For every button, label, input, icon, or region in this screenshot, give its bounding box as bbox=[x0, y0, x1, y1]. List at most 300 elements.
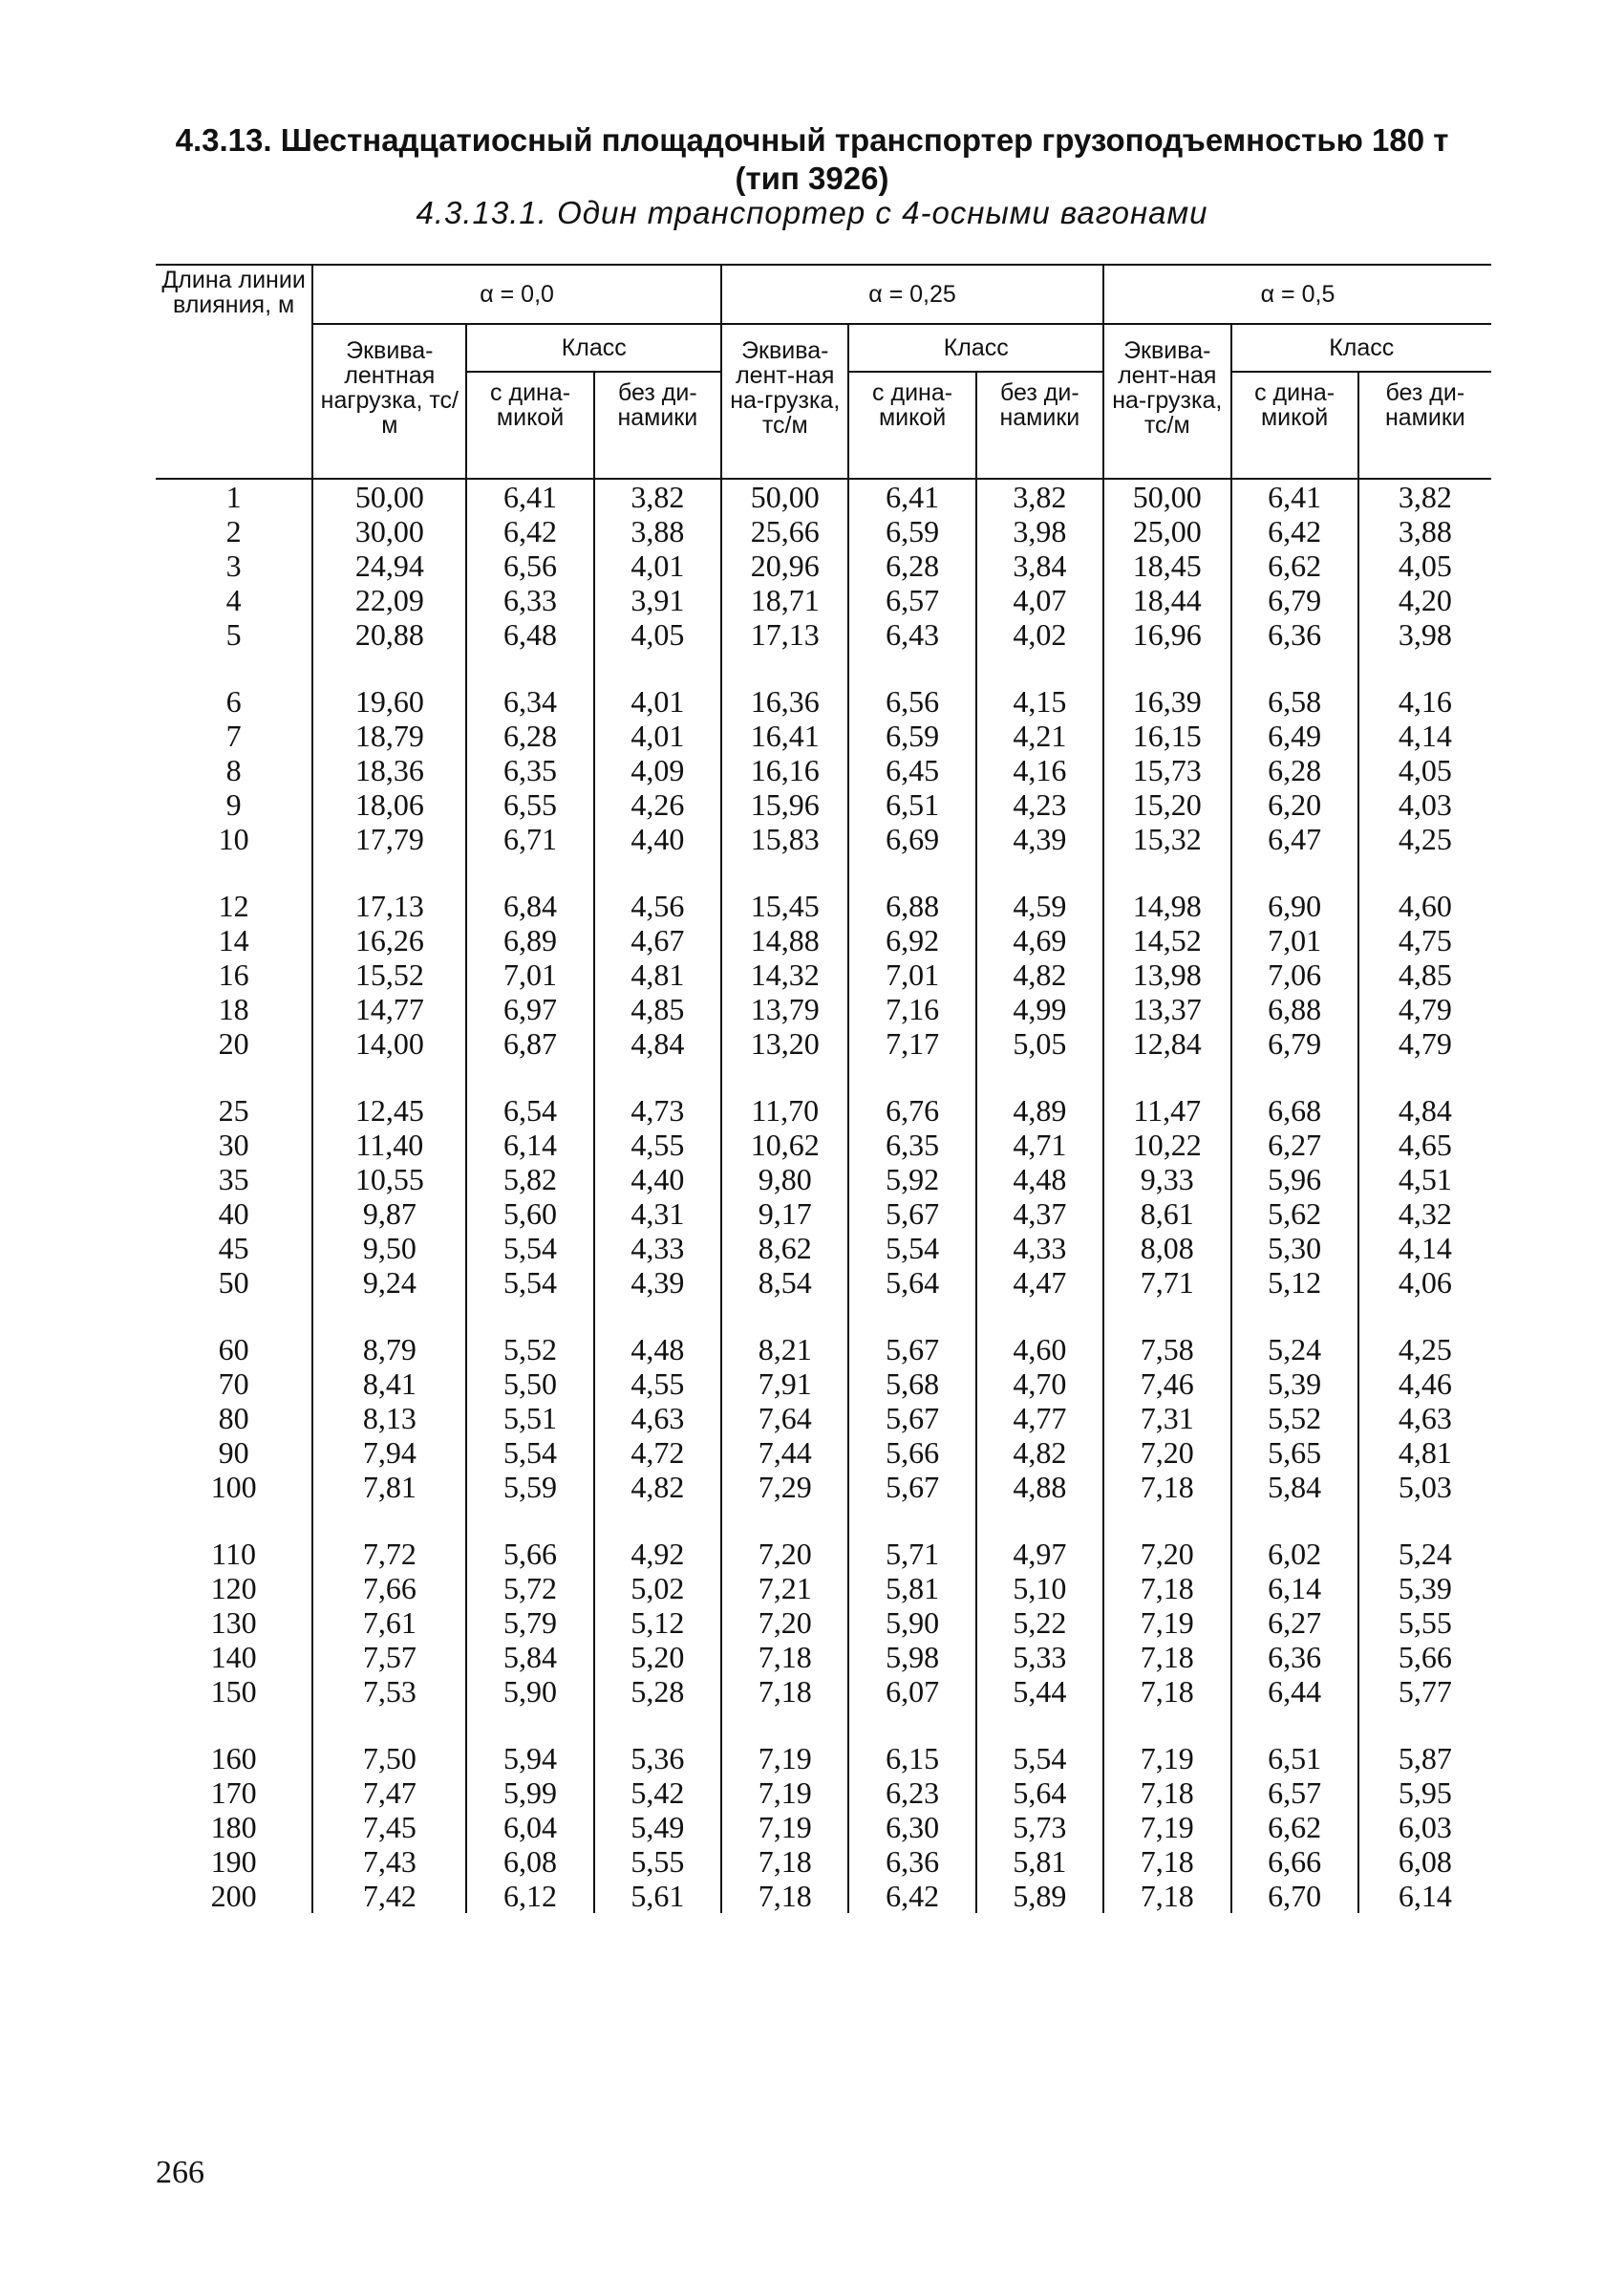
value-cell: 9,17 bbox=[721, 1196, 848, 1231]
value-cell: 4,89 bbox=[976, 1061, 1103, 1128]
value-cell: 4,33 bbox=[594, 1231, 721, 1265]
length-cell: 4 bbox=[225, 583, 242, 617]
value-cell: 6,27 bbox=[1231, 1128, 1358, 1162]
value-cell: 25,00 bbox=[1103, 514, 1230, 548]
value-cell: 5,98 bbox=[848, 1640, 975, 1674]
table-row bbox=[156, 583, 1491, 617]
value-cell: 6,42 bbox=[466, 514, 593, 548]
value-cell: 7,19 bbox=[1103, 1810, 1230, 1844]
value-cell: 15,96 bbox=[721, 787, 848, 822]
header-with-dyn-a025: с дина-микой bbox=[848, 372, 975, 479]
value-cell: 6,54 bbox=[466, 1061, 593, 1128]
value-cell: 5,73 bbox=[976, 1810, 1103, 1844]
value-cell: 15,32 bbox=[1103, 822, 1230, 856]
value-cell: 5,67 bbox=[848, 1196, 975, 1231]
value-cell: 4,69 bbox=[976, 923, 1103, 957]
value-cell: 8,54 bbox=[721, 1265, 848, 1300]
header-equiv-load-a025: Эквива-лент-ная на-грузка, тс/м bbox=[721, 324, 848, 479]
value-cell: 3,84 bbox=[976, 548, 1103, 583]
value-cell: 5,89 bbox=[976, 1879, 1103, 1913]
table-row bbox=[156, 1775, 1491, 1810]
value-cell: 5,72 bbox=[466, 1571, 593, 1605]
value-cell: 4,02 bbox=[976, 617, 1103, 652]
value-cell: 30,00 bbox=[312, 514, 466, 548]
value-cell: 4,14 bbox=[1358, 1231, 1491, 1265]
value-cell: 4,46 bbox=[1358, 1366, 1491, 1401]
value-cell: 5,99 bbox=[466, 1775, 593, 1810]
value-cell: 5,64 bbox=[976, 1775, 1103, 1810]
value-cell: 4,05 bbox=[1358, 753, 1491, 787]
value-cell: 4,48 bbox=[594, 1300, 721, 1366]
value-cell: 7,31 bbox=[1103, 1401, 1230, 1435]
table-row bbox=[156, 1196, 1491, 1231]
value-cell: 4,79 bbox=[1358, 992, 1491, 1026]
header-with-dyn-a05: с дина-микой bbox=[1231, 372, 1358, 479]
table-row bbox=[156, 617, 1491, 652]
value-cell: 5,81 bbox=[976, 1844, 1103, 1879]
value-cell: 6,97 bbox=[466, 992, 593, 1026]
value-cell: 7,18 bbox=[1103, 1844, 1230, 1879]
value-cell: 50,00 bbox=[721, 479, 848, 514]
value-cell: 7,43 bbox=[312, 1844, 466, 1879]
value-cell: 6,35 bbox=[848, 1128, 975, 1162]
value-cell: 7,46 bbox=[1103, 1366, 1230, 1401]
value-cell: 6,79 bbox=[1231, 1026, 1358, 1061]
value-cell: 5,03 bbox=[1358, 1470, 1491, 1504]
value-cell: 7,58 bbox=[1103, 1300, 1230, 1366]
value-cell: 25,66 bbox=[721, 514, 848, 548]
value-cell: 4,85 bbox=[1358, 957, 1491, 992]
value-cell: 4,39 bbox=[594, 1265, 721, 1300]
value-cell: 7,42 bbox=[312, 1879, 466, 1913]
value-cell: 5,67 bbox=[848, 1300, 975, 1366]
value-cell: 8,41 bbox=[312, 1366, 466, 1401]
value-cell: 5,66 bbox=[848, 1435, 975, 1470]
length-cell: 25 bbox=[218, 1093, 249, 1128]
value-cell: 5,81 bbox=[848, 1571, 975, 1605]
value-cell: 6,28 bbox=[848, 548, 975, 583]
value-cell: 6,87 bbox=[466, 1026, 593, 1061]
table-row bbox=[156, 957, 1491, 992]
page-number: 266 bbox=[156, 2155, 204, 2190]
subsection-title: 4.3.13.1. Один транспортер с 4-осными вагонами bbox=[416, 195, 1208, 230]
value-cell: 14,77 bbox=[312, 992, 466, 1026]
table-row bbox=[156, 548, 1491, 583]
value-cell: 4,60 bbox=[976, 1300, 1103, 1366]
length-cell: 200 bbox=[210, 1879, 257, 1913]
value-cell: 14,52 bbox=[1103, 923, 1230, 957]
value-cell: 4,23 bbox=[976, 787, 1103, 822]
value-cell: 4,92 bbox=[594, 1504, 721, 1571]
value-cell: 6,42 bbox=[1231, 514, 1358, 548]
value-cell: 5,71 bbox=[848, 1504, 975, 1571]
length-cell: 5 bbox=[225, 617, 242, 652]
table-row bbox=[156, 1300, 1491, 1366]
length-cell: 30 bbox=[218, 1128, 249, 1162]
value-cell: 3,82 bbox=[976, 479, 1103, 514]
table-row bbox=[156, 1810, 1491, 1844]
length-cell: 14 bbox=[218, 923, 249, 957]
value-cell: 7,44 bbox=[721, 1435, 848, 1470]
value-cell: 17,13 bbox=[312, 856, 466, 923]
value-cell: 5,50 bbox=[466, 1366, 593, 1401]
value-cell: 6,68 bbox=[1231, 1061, 1358, 1128]
value-cell: 6,30 bbox=[848, 1810, 975, 1844]
value-cell: 18,45 bbox=[1103, 548, 1230, 583]
value-cell: 15,20 bbox=[1103, 787, 1230, 822]
value-cell: 6,71 bbox=[466, 822, 593, 856]
value-cell: 13,20 bbox=[721, 1026, 848, 1061]
value-cell: 7,01 bbox=[466, 957, 593, 992]
value-cell: 6,14 bbox=[1358, 1879, 1491, 1913]
value-cell: 19,60 bbox=[312, 652, 466, 719]
table-row bbox=[156, 719, 1491, 753]
value-cell: 3,88 bbox=[594, 514, 721, 548]
value-cell: 4,59 bbox=[976, 856, 1103, 923]
value-cell: 4,16 bbox=[1358, 652, 1491, 719]
length-cell: 80 bbox=[218, 1401, 249, 1435]
value-cell: 6,88 bbox=[1231, 992, 1358, 1026]
value-cell: 4,65 bbox=[1358, 1128, 1491, 1162]
value-cell: 9,24 bbox=[312, 1265, 466, 1300]
length-cell: 160 bbox=[210, 1741, 257, 1775]
header-equiv-load-a0: Эквива-лентная нагрузка, тс/м bbox=[312, 324, 466, 479]
value-cell: 4,06 bbox=[1358, 1265, 1491, 1300]
value-cell: 6,43 bbox=[848, 617, 975, 652]
value-cell: 4,70 bbox=[976, 1366, 1103, 1401]
length-cell: 20 bbox=[218, 1026, 249, 1061]
value-cell: 5,95 bbox=[1358, 1775, 1491, 1810]
value-cell: 4,79 bbox=[1358, 1026, 1491, 1061]
value-cell: 4,63 bbox=[594, 1401, 721, 1435]
table-row bbox=[156, 514, 1491, 548]
value-cell: 4,16 bbox=[976, 753, 1103, 787]
value-cell: 3,98 bbox=[1358, 617, 1491, 652]
value-cell: 7,18 bbox=[721, 1640, 848, 1674]
value-cell: 4,73 bbox=[594, 1061, 721, 1128]
value-cell: 7,19 bbox=[721, 1709, 848, 1775]
value-cell: 50,00 bbox=[312, 479, 466, 514]
value-cell: 6,12 bbox=[466, 1879, 593, 1913]
value-cell: 18,36 bbox=[312, 753, 466, 787]
value-cell: 4,82 bbox=[976, 957, 1103, 992]
value-cell: 6,56 bbox=[466, 548, 593, 583]
value-cell: 5,60 bbox=[466, 1196, 593, 1231]
length-cell: 2 bbox=[225, 514, 242, 548]
value-cell: 4,37 bbox=[976, 1196, 1103, 1231]
table-row bbox=[156, 1640, 1491, 1674]
value-cell: 5,30 bbox=[1231, 1231, 1358, 1265]
value-cell: 6,36 bbox=[1231, 617, 1358, 652]
table-row bbox=[156, 1231, 1491, 1265]
value-cell: 4,85 bbox=[594, 992, 721, 1026]
value-cell: 6,02 bbox=[1231, 1504, 1358, 1571]
length-cell: 70 bbox=[218, 1366, 249, 1401]
header-without-dyn-a0: без ди-намики bbox=[594, 372, 721, 479]
length-cell: 6 bbox=[225, 684, 242, 719]
value-cell: 17,13 bbox=[721, 617, 848, 652]
value-cell: 5,87 bbox=[1358, 1709, 1491, 1775]
value-cell: 10,22 bbox=[1103, 1128, 1230, 1162]
value-cell: 7,18 bbox=[721, 1879, 848, 1913]
length-cell: 16 bbox=[218, 957, 249, 992]
value-cell: 6,07 bbox=[848, 1674, 975, 1709]
length-cell: 90 bbox=[218, 1435, 249, 1470]
value-cell: 5,90 bbox=[466, 1674, 593, 1709]
value-cell: 9,87 bbox=[312, 1196, 466, 1231]
value-cell: 5,54 bbox=[466, 1435, 593, 1470]
value-cell: 7,20 bbox=[721, 1605, 848, 1640]
value-cell: 6,36 bbox=[848, 1844, 975, 1879]
value-cell: 6,88 bbox=[848, 856, 975, 923]
value-cell: 4,26 bbox=[594, 787, 721, 822]
value-cell: 5,52 bbox=[1231, 1401, 1358, 1435]
length-cell: 12 bbox=[218, 889, 249, 923]
value-cell: 13,79 bbox=[721, 992, 848, 1026]
value-cell: 5,79 bbox=[466, 1605, 593, 1640]
value-cell: 6,57 bbox=[848, 583, 975, 617]
value-cell: 7,01 bbox=[1231, 923, 1358, 957]
table-row bbox=[156, 1879, 1491, 1913]
table-row bbox=[156, 1366, 1491, 1401]
value-cell: 4,21 bbox=[976, 719, 1103, 753]
value-cell: 4,51 bbox=[1358, 1162, 1491, 1196]
value-cell: 15,83 bbox=[721, 822, 848, 856]
value-cell: 18,06 bbox=[312, 787, 466, 822]
value-cell: 6,69 bbox=[848, 822, 975, 856]
table-row bbox=[156, 787, 1491, 822]
value-cell: 6,41 bbox=[848, 479, 975, 514]
header-without-dyn-a05: без ди-намики bbox=[1358, 372, 1491, 479]
length-cell: 45 bbox=[218, 1231, 249, 1265]
value-cell: 5,28 bbox=[594, 1674, 721, 1709]
value-cell: 6,55 bbox=[466, 787, 593, 822]
value-cell: 4,84 bbox=[1358, 1061, 1491, 1128]
value-cell: 7,29 bbox=[721, 1470, 848, 1504]
value-cell: 5,51 bbox=[466, 1401, 593, 1435]
value-cell: 7,57 bbox=[312, 1640, 466, 1674]
value-cell: 6,48 bbox=[466, 617, 593, 652]
value-cell: 5,61 bbox=[594, 1879, 721, 1913]
value-cell: 4,39 bbox=[976, 822, 1103, 856]
value-cell: 4,05 bbox=[594, 617, 721, 652]
value-cell: 13,37 bbox=[1103, 992, 1230, 1026]
header-group-a0: α = 0,0 bbox=[312, 265, 721, 324]
header-group-a025: α = 0,25 bbox=[721, 265, 1103, 324]
length-cell: 60 bbox=[218, 1332, 249, 1366]
value-cell: 5,22 bbox=[976, 1605, 1103, 1640]
value-cell: 9,50 bbox=[312, 1231, 466, 1265]
value-cell: 6,89 bbox=[466, 923, 593, 957]
value-cell: 4,40 bbox=[594, 822, 721, 856]
value-cell: 5,68 bbox=[848, 1366, 975, 1401]
value-cell: 12,84 bbox=[1103, 1026, 1230, 1061]
value-cell: 6,41 bbox=[466, 479, 593, 514]
value-cell: 4,31 bbox=[594, 1196, 721, 1231]
value-cell: 5,44 bbox=[976, 1674, 1103, 1709]
value-cell: 5,92 bbox=[848, 1162, 975, 1196]
value-cell: 7,81 bbox=[312, 1470, 466, 1504]
table-row bbox=[156, 1504, 1491, 1571]
value-cell: 7,18 bbox=[721, 1844, 848, 1879]
value-cell: 11,70 bbox=[721, 1061, 848, 1128]
value-cell: 17,79 bbox=[312, 822, 466, 856]
value-cell: 4,01 bbox=[594, 652, 721, 719]
value-cell: 4,97 bbox=[976, 1504, 1103, 1571]
value-cell: 7,18 bbox=[1103, 1674, 1230, 1709]
value-cell: 4,99 bbox=[976, 992, 1103, 1026]
value-cell: 7,18 bbox=[1103, 1571, 1230, 1605]
value-cell: 6,92 bbox=[848, 923, 975, 957]
value-cell: 5,24 bbox=[1231, 1300, 1358, 1366]
value-cell: 4,32 bbox=[1358, 1196, 1491, 1231]
table-row bbox=[156, 822, 1491, 856]
table-row bbox=[156, 1265, 1491, 1300]
table-row bbox=[156, 1435, 1491, 1470]
length-cell: 110 bbox=[211, 1537, 256, 1571]
value-cell: 5,05 bbox=[976, 1026, 1103, 1061]
value-cell: 4,05 bbox=[1358, 548, 1491, 583]
length-cell: 170 bbox=[210, 1775, 257, 1810]
value-cell: 7,21 bbox=[721, 1571, 848, 1605]
value-cell: 5,36 bbox=[594, 1709, 721, 1775]
length-cell: 40 bbox=[218, 1196, 249, 1231]
value-cell: 4,33 bbox=[976, 1231, 1103, 1265]
value-cell: 9,80 bbox=[721, 1162, 848, 1196]
value-cell: 6,47 bbox=[1231, 822, 1358, 856]
value-cell: 4,25 bbox=[1358, 822, 1491, 856]
table-row bbox=[156, 1844, 1491, 1879]
value-cell: 18,44 bbox=[1103, 583, 1230, 617]
value-cell: 14,00 bbox=[312, 1026, 466, 1061]
value-cell: 4,81 bbox=[594, 957, 721, 992]
value-cell: 3,91 bbox=[594, 583, 721, 617]
value-cell: 3,88 bbox=[1358, 514, 1491, 548]
value-cell: 6,28 bbox=[1231, 753, 1358, 787]
table-row bbox=[156, 992, 1491, 1026]
value-cell: 5,39 bbox=[1231, 1366, 1358, 1401]
table-row bbox=[156, 652, 1491, 719]
value-cell: 5,33 bbox=[976, 1640, 1103, 1674]
value-cell: 4,82 bbox=[594, 1470, 721, 1504]
table-row bbox=[156, 1605, 1491, 1640]
value-cell: 4,14 bbox=[1358, 719, 1491, 753]
table-row bbox=[156, 1470, 1491, 1504]
length-cell: 9 bbox=[225, 787, 242, 822]
value-cell: 7,71 bbox=[1103, 1265, 1230, 1300]
value-cell: 6,14 bbox=[1231, 1571, 1358, 1605]
value-cell: 14,98 bbox=[1103, 856, 1230, 923]
value-cell: 7,61 bbox=[312, 1605, 466, 1640]
value-cell: 7,18 bbox=[721, 1674, 848, 1709]
value-cell: 6,84 bbox=[466, 856, 593, 923]
header-class-a0: Класс bbox=[466, 324, 721, 372]
header-class-a025: Класс bbox=[848, 324, 1103, 372]
table-row bbox=[156, 923, 1491, 957]
load-table bbox=[156, 264, 1491, 1913]
table-body bbox=[156, 479, 1491, 1913]
value-cell: 22,09 bbox=[312, 583, 466, 617]
value-cell: 5,52 bbox=[466, 1300, 593, 1366]
value-cell: 5,67 bbox=[848, 1470, 975, 1504]
value-cell: 7,64 bbox=[721, 1401, 848, 1435]
value-cell: 5,67 bbox=[848, 1401, 975, 1435]
value-cell: 4,67 bbox=[594, 923, 721, 957]
value-cell: 7,20 bbox=[721, 1504, 848, 1571]
value-cell: 6,62 bbox=[1231, 1810, 1358, 1844]
value-cell: 24,94 bbox=[312, 548, 466, 583]
value-cell: 7,01 bbox=[848, 957, 975, 992]
value-cell: 6,20 bbox=[1231, 787, 1358, 822]
value-cell: 5,82 bbox=[466, 1162, 593, 1196]
value-cell: 5,02 bbox=[594, 1571, 721, 1605]
value-cell: 5,54 bbox=[466, 1231, 593, 1265]
value-cell: 3,82 bbox=[594, 479, 721, 514]
value-cell: 6,59 bbox=[848, 514, 975, 548]
value-cell: 6,36 bbox=[1231, 1640, 1358, 1674]
value-cell: 8,62 bbox=[721, 1231, 848, 1265]
value-cell: 7,18 bbox=[1103, 1879, 1230, 1913]
value-cell: 15,73 bbox=[1103, 753, 1230, 787]
value-cell: 3,98 bbox=[976, 514, 1103, 548]
value-cell: 4,47 bbox=[976, 1265, 1103, 1300]
value-cell: 5,55 bbox=[594, 1844, 721, 1879]
value-cell: 50,00 bbox=[1103, 479, 1230, 514]
length-cell: 150 bbox=[210, 1674, 257, 1709]
value-cell: 6,44 bbox=[1231, 1674, 1358, 1709]
table-row bbox=[156, 1401, 1491, 1435]
value-cell: 5,42 bbox=[594, 1775, 721, 1810]
value-cell: 5,54 bbox=[466, 1265, 593, 1300]
table-row bbox=[156, 1571, 1491, 1605]
value-cell: 10,55 bbox=[312, 1162, 466, 1196]
value-cell: 5,49 bbox=[594, 1810, 721, 1844]
value-cell: 6,62 bbox=[1231, 548, 1358, 583]
value-cell: 5,54 bbox=[976, 1709, 1103, 1775]
value-cell: 7,19 bbox=[721, 1775, 848, 1810]
value-cell: 6,79 bbox=[1231, 583, 1358, 617]
section-title: 4.3.13. Шестнадцатиосный площадочный транспортер грузоподъемностью 180 т bbox=[175, 122, 1449, 158]
value-cell: 6,51 bbox=[848, 787, 975, 822]
value-cell: 8,08 bbox=[1103, 1231, 1230, 1265]
value-cell: 6,15 bbox=[848, 1709, 975, 1775]
value-cell: 3,82 bbox=[1358, 479, 1491, 514]
value-cell: 6,70 bbox=[1231, 1879, 1358, 1913]
value-cell: 4,55 bbox=[594, 1128, 721, 1162]
value-cell: 7,53 bbox=[312, 1674, 466, 1709]
value-cell: 13,98 bbox=[1103, 957, 1230, 992]
value-cell: 6,28 bbox=[466, 719, 593, 753]
value-cell: 6,27 bbox=[1231, 1605, 1358, 1640]
value-cell: 4,82 bbox=[976, 1435, 1103, 1470]
value-cell: 4,63 bbox=[1358, 1401, 1491, 1435]
value-cell: 11,40 bbox=[312, 1128, 466, 1162]
value-cell: 6,76 bbox=[848, 1061, 975, 1128]
value-cell: 6,66 bbox=[1231, 1844, 1358, 1879]
table-row bbox=[156, 753, 1491, 787]
value-cell: 6,49 bbox=[1231, 719, 1358, 753]
value-cell: 7,18 bbox=[1103, 1470, 1230, 1504]
value-cell: 5,20 bbox=[594, 1640, 721, 1674]
value-cell: 7,50 bbox=[312, 1709, 466, 1775]
value-cell: 7,20 bbox=[1103, 1435, 1230, 1470]
length-cell: 180 bbox=[210, 1810, 257, 1844]
value-cell: 4,81 bbox=[1358, 1435, 1491, 1470]
value-cell: 6,34 bbox=[466, 652, 593, 719]
value-cell: 5,24 bbox=[1358, 1504, 1491, 1571]
header-length: Длина линии влияния, м bbox=[156, 265, 312, 479]
table-row bbox=[156, 1162, 1491, 1196]
